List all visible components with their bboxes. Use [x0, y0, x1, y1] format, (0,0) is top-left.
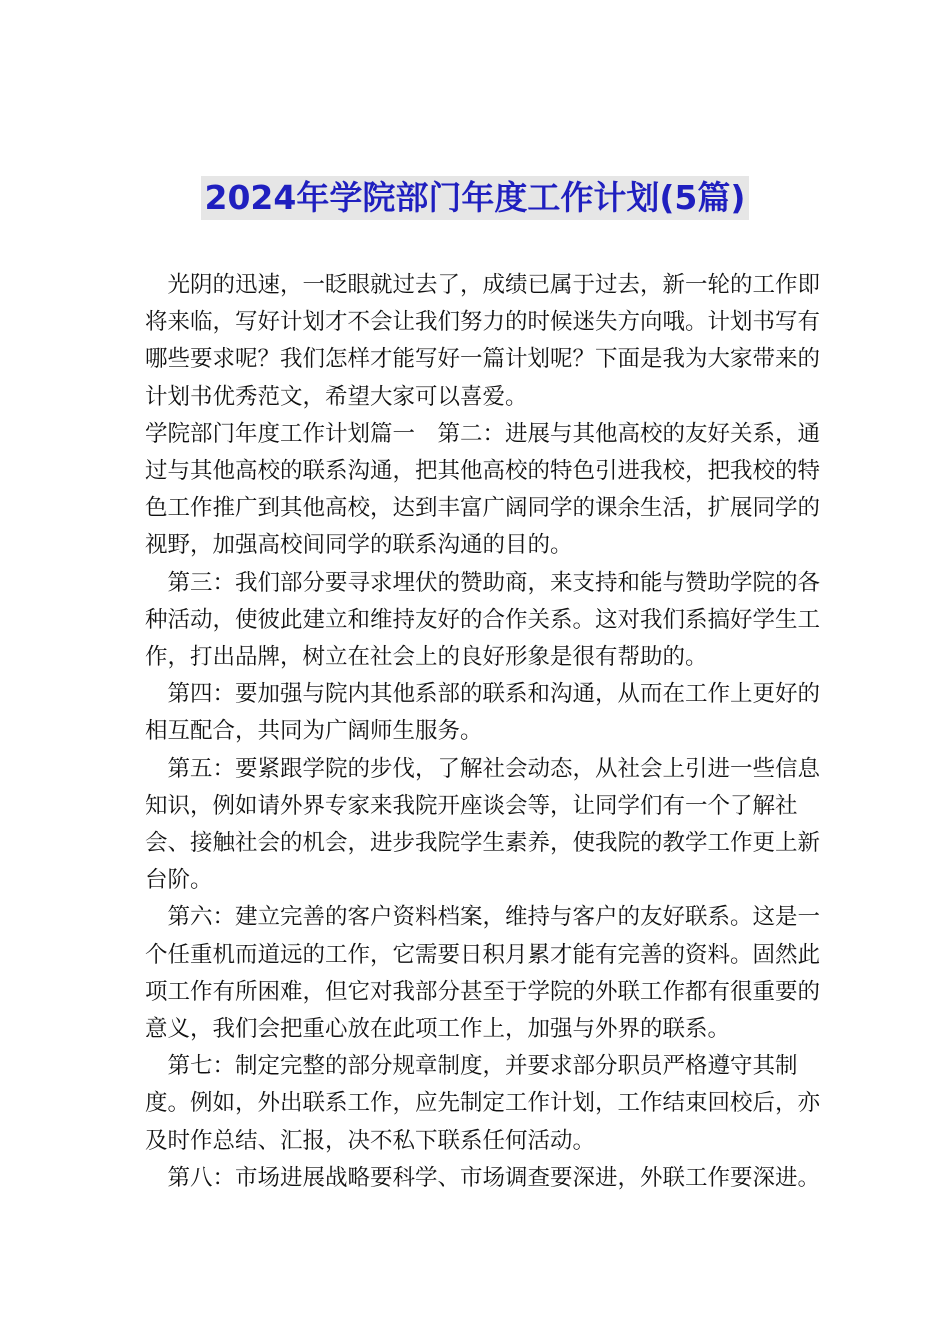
paragraph-section-1: 学院部门年度工作计划篇一 第二：进展与其他高校的友好关系，通过与其他高校的联系沟通，把其他高校的特色引进我校，把我校的特色工作推广到其他高校，达到丰富广阔同学的课余生活，扩展同学的视野，加强高校间同学的联系沟通的目的。: [145, 420, 821, 559]
paragraph-point-3: 第三：我们部分要寻求埋伏的赞助商，来支持和能与赞助学院的各种活动，使彼此建立和维持友好的合作关系。这对我们系搞好学生工作，打出品牌，树立在社会上的良好形象是很有帮助的。: [145, 569, 821, 671]
paragraph-point-5: 第五：要紧跟学院的步伐，了解社会动态，从社会上引进一些信息知识，例如请外界专家来我院开座谈会等，让同学们有一个了解社会、接触社会的机会，进步我院学生素养，使我院的教学工作更上新台阶。: [145, 755, 821, 894]
document-body: [145, 267, 825, 1197]
paragraph-point-8: 第八：市场进展战略要科学、市场调查要深进，外联工作要深进。: [167, 1164, 821, 1191]
paragraph-point-7: 第七：制定完整的部分规章制度，并要求部分职员严格遵守其制度。例如，外出联系工作，应先制定工作计划，工作结束回校后，亦及时作总结、汇报，决不私下联系任何活动。: [145, 1053, 821, 1154]
paragraph-intro: 光阴的迅速，一眨眼就过去了，成绩已属于过去，新一轮的工作即将来临，写好计划才不会让我们努力的时候迷失方向哦。计划书写有哪些要求呢？我们怎样才能写好一篇计划呢？下面是我为大家带来的计划书优秀范文，希望大家可以喜爱。: [145, 272, 821, 410]
paragraph-point-6: 第六：建立完善的客户资料档案，维持与客户的友好联系。这是一个任重机而道远的工作，它需要日积月累才能有完善的资料。固然此项工作有所困难，但它对我部分甚至于学院的外联工作都有很重要的意义，我们会把重心放在此项工作上，加强与外界的联系。: [145, 904, 821, 1043]
paragraph-point-4: 第四：要加强与院内其他系部的联系和沟通，从而在工作上更好的相互配合，共同为广阔师生服务。: [145, 681, 821, 745]
document-title: 2024年学院部门年度工作计划(5篇): [201, 176, 750, 220]
title-container: [0, 176, 950, 220]
